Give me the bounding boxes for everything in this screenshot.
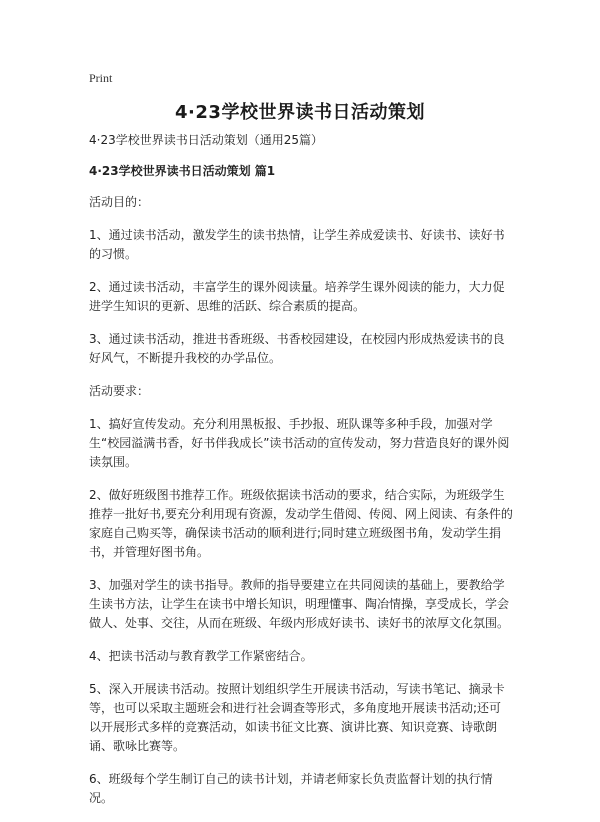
purpose-item: 2、通过读书活动，丰富学生的课外阅读量。培养学生课外阅读的能力，大力促进学生知识的更新、思维的活跃、综合素质的提高。 <box>89 280 505 313</box>
document-subtitle: 4·23学校世界读书日活动策划（通用25篇） <box>89 133 323 147</box>
section-heading: 4·23学校世界读书日活动策划 篇1 <box>89 164 276 178</box>
requirement-item: 3、加强对学生的读书指导。教师的指导要建立在共同阅读的基础上，要教给学生读书方法，让学生在读书中增长知识，明理懂事、陶冶情操，享受成长，学会做人、处事、交往，从而在班级、年级内形成好读书、读好书的浓厚文化氛围。 <box>89 578 510 630</box>
purpose-item: 1、通过读书活动，激发学生的读书热情，让学生养成爱读书、好读书、读好书的习惯。 <box>89 228 505 261</box>
requirement-item: 1、搞好宣传发动。充分利用黑板报、手抄报、班队课等多种手段，加强对学生“校园溢满书香，好书伴我成长”读书活动的宣传发动，努力营造良好的课外阅读氛围。 <box>89 417 510 469</box>
purpose-item: 3、通过读书活动，推进书香班级、书香校园建设，在校园内形成热爱读书的良好风气，不断提升我校的办学品位。 <box>89 332 505 365</box>
requirement-item: 2、做好班级图书推荐工作。班级依据读书活动的要求，结合实际，为班级学生推荐一批好书,要充分利用现有资源，发动学生借阅、传阅、网上阅读、有条件的家庭自己购买等，确保读书活动的顺利进行;同时建立班级图书角，发动学生捐书，并管理好图书角。 <box>89 488 513 559</box>
print-link[interactable]: Print <box>89 71 113 85</box>
document-body <box>89 131 513 822</box>
requirements-label: 活动要求： <box>89 384 150 398</box>
requirement-item: 5、深入开展读书活动。按照计划组织学生开展读书活动，写读书笔记、摘录卡等，也可以采取主题班会和进行社会调查等形式，多角度地开展读书活动;还可以开展形式多样的竞赛活动，如读书征文比赛、演讲比赛、知识竞赛、诗歌朗诵、歌咏比赛等。 <box>89 682 505 753</box>
requirement-item: 6、班级每个学生制订自己的读书计划，并请老师家长负责监督计划的执行情况。 <box>89 772 493 805</box>
purpose-label: 活动目的： <box>89 195 150 209</box>
page-title: 4·23学校世界读书日活动策划 <box>175 102 425 123</box>
requirement-item: 4、把读书活动与教育教学工作紧密结合。 <box>89 649 313 663</box>
